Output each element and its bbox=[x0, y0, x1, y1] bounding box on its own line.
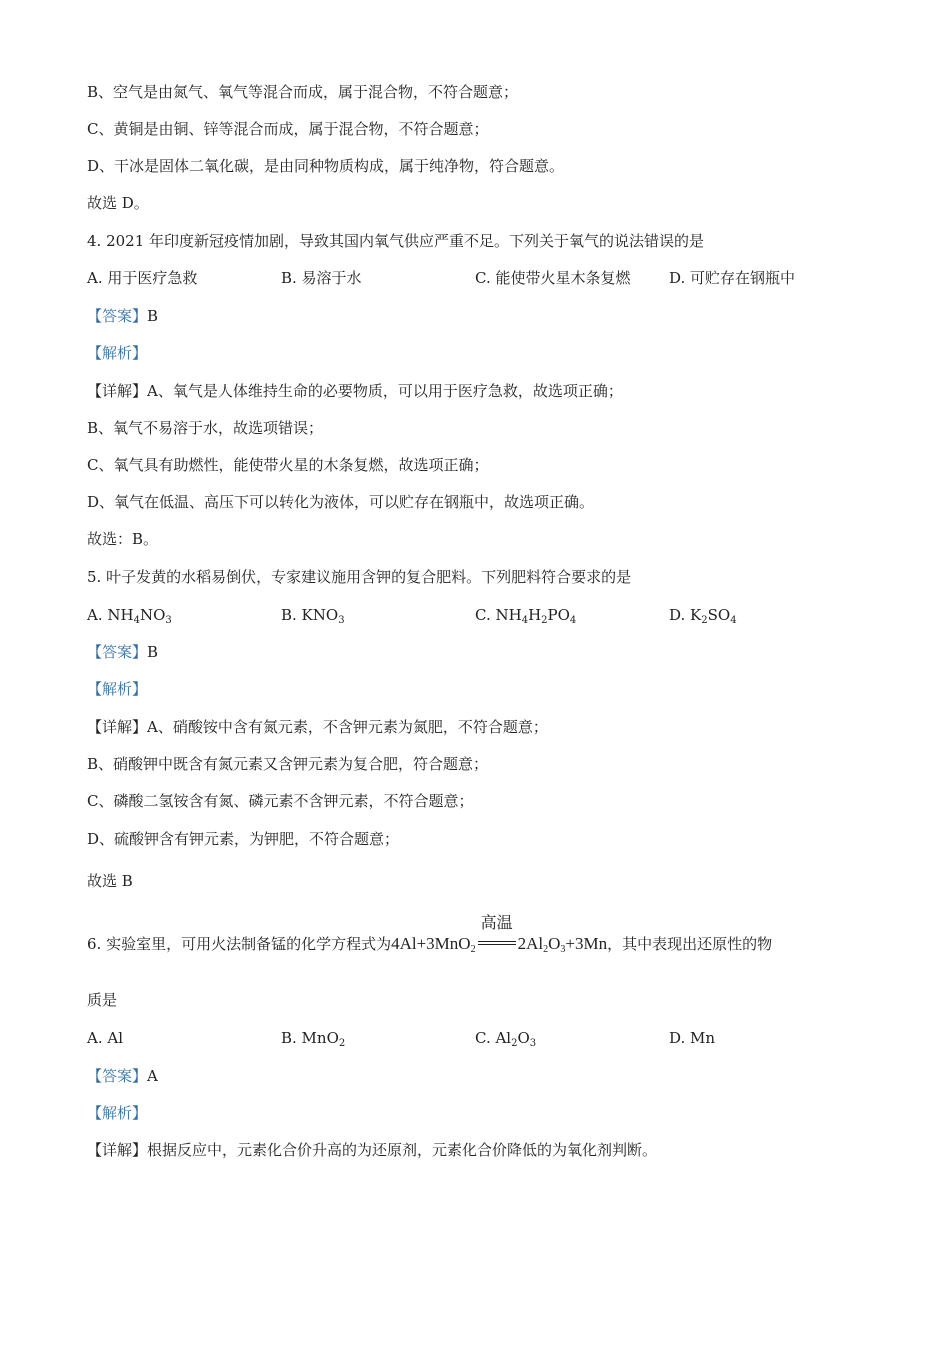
q4-option-c: C. 能使带火星木条复燃 bbox=[475, 269, 631, 287]
q5-option-d: D. $K_2SO_4$ bbox=[669, 606, 737, 626]
detail-text: A、氧气是人体维持生命的必要物质，可以用于医疗急救，故选项正确； bbox=[147, 382, 623, 400]
q5-option-c: C. $NH_4H_2PO_4$ bbox=[475, 606, 577, 626]
q3-line-c: C、黄铜是由铜、锌等混合而成，属于混合物，不符合题意； bbox=[87, 120, 489, 138]
q6-option-d: D. Mn bbox=[669, 1029, 716, 1047]
q6-stem bbox=[87, 913, 773, 955]
q6-option-c: C. $Al_2O_3$ bbox=[475, 1029, 537, 1049]
q5-detail-d: D、硫酸钾含有钾元素，为钾肥，不符合题意； bbox=[87, 830, 400, 848]
q6-stem-cont: 质是 bbox=[87, 991, 118, 1009]
q5-conclusion: 故选 B bbox=[87, 872, 133, 890]
q5-stem: 5. 叶子发黄的水稻易倒伏，专家建议施用含钾的复合肥料。下列肥料符合要求的是 bbox=[87, 568, 632, 586]
chemical-equation: 4Al+3MnO$_2$ 高温 $2Al_2O_3+3Mn$ bbox=[391, 913, 608, 955]
q3-line-b: B、空气是由氮气、氧气等混合而成，属于混合物，不符合题意； bbox=[87, 83, 519, 101]
reaction-condition: 高温 bbox=[480, 913, 513, 933]
q5-answer bbox=[87, 642, 158, 662]
q4-option-a: A. 用于医疗急救 bbox=[87, 269, 198, 287]
detail-tag: 【详解】 bbox=[87, 718, 148, 736]
q5-detail-b: B、硝酸钾中既含有氮元素又含钾元素为复合肥，符合题意； bbox=[87, 755, 489, 773]
q4-option-b: B. 易溶于水 bbox=[281, 269, 362, 287]
answer-value: B bbox=[147, 307, 159, 325]
q4-conclusion: 故选：B。 bbox=[87, 530, 159, 548]
answer-tag: 【答案】 bbox=[87, 643, 148, 661]
q6-analysis bbox=[87, 1103, 147, 1123]
detail-tag: 【详解】 bbox=[87, 382, 148, 400]
analysis-tag: 【解析】 bbox=[87, 680, 148, 698]
analysis-tag: 【解析】 bbox=[87, 1104, 148, 1122]
q4-analysis bbox=[87, 343, 147, 363]
q6-option-a: A. Al bbox=[87, 1029, 123, 1047]
detail-tag: 【详解】 bbox=[87, 1141, 148, 1159]
q5-detail-c: C、磷酸二氢铵含有氮、磷元素不含钾元素，不符合题意； bbox=[87, 792, 474, 810]
q6-stem-before: 6. 实验室里，可用火法制备锰的化学方程式为 bbox=[87, 935, 392, 953]
q5-option-a: A. $NH_4NO_3$ bbox=[87, 606, 172, 626]
q3-conclusion: 故选 D。 bbox=[87, 194, 149, 212]
detail-text: A、硝酸铵中含有氮元素，不含钾元素为氮肥，不符合题意； bbox=[147, 718, 548, 736]
q4-detail bbox=[87, 381, 623, 401]
answer-value: B bbox=[147, 643, 159, 661]
q3-line-d: D、干冰是固体二氧化碳，是由同种物质构成，属于纯净物，符合题意。 bbox=[87, 157, 565, 175]
q4-detail-b: B、氧气不易溶于水，故选项错误； bbox=[87, 419, 324, 437]
detail-text: 根据反应中，元素化合价升高的为还原剂，元素化合价降低的为氧化剂判断。 bbox=[147, 1141, 658, 1159]
q5-analysis bbox=[87, 679, 147, 699]
analysis-tag: 【解析】 bbox=[87, 344, 148, 362]
q4-detail-c: C、氧气具有助燃性，能使带火星的木条复燃，故选项正确； bbox=[87, 456, 489, 474]
answer-tag: 【答案】 bbox=[87, 307, 148, 325]
q5-option-b: B. $KNO_3$ bbox=[281, 606, 345, 626]
answer-tag: 【答案】 bbox=[87, 1067, 148, 1085]
q4-option-d: D. 可贮存在钢瓶中 bbox=[669, 269, 796, 287]
q6-stem-after: ，其中表现出还原性的物 bbox=[607, 935, 773, 953]
answer-value: A bbox=[147, 1067, 158, 1085]
q5-detail bbox=[87, 717, 548, 737]
q4-stem: 4. 2021 年印度新冠疫情加剧，导致其国内氧气供应严重不足。下列关于氧气的说法错误的是 bbox=[87, 232, 705, 250]
q6-answer bbox=[87, 1066, 158, 1086]
q6-detail bbox=[87, 1140, 657, 1160]
q4-answer bbox=[87, 306, 158, 326]
reaction-arrow bbox=[478, 913, 516, 955]
q6-option-b: B. MnO$_2$ bbox=[281, 1029, 346, 1049]
q4-detail-d: D、氧气在低温、高压下可以转化为液体，可以贮存在钢瓶中，故选项正确。 bbox=[87, 493, 595, 511]
